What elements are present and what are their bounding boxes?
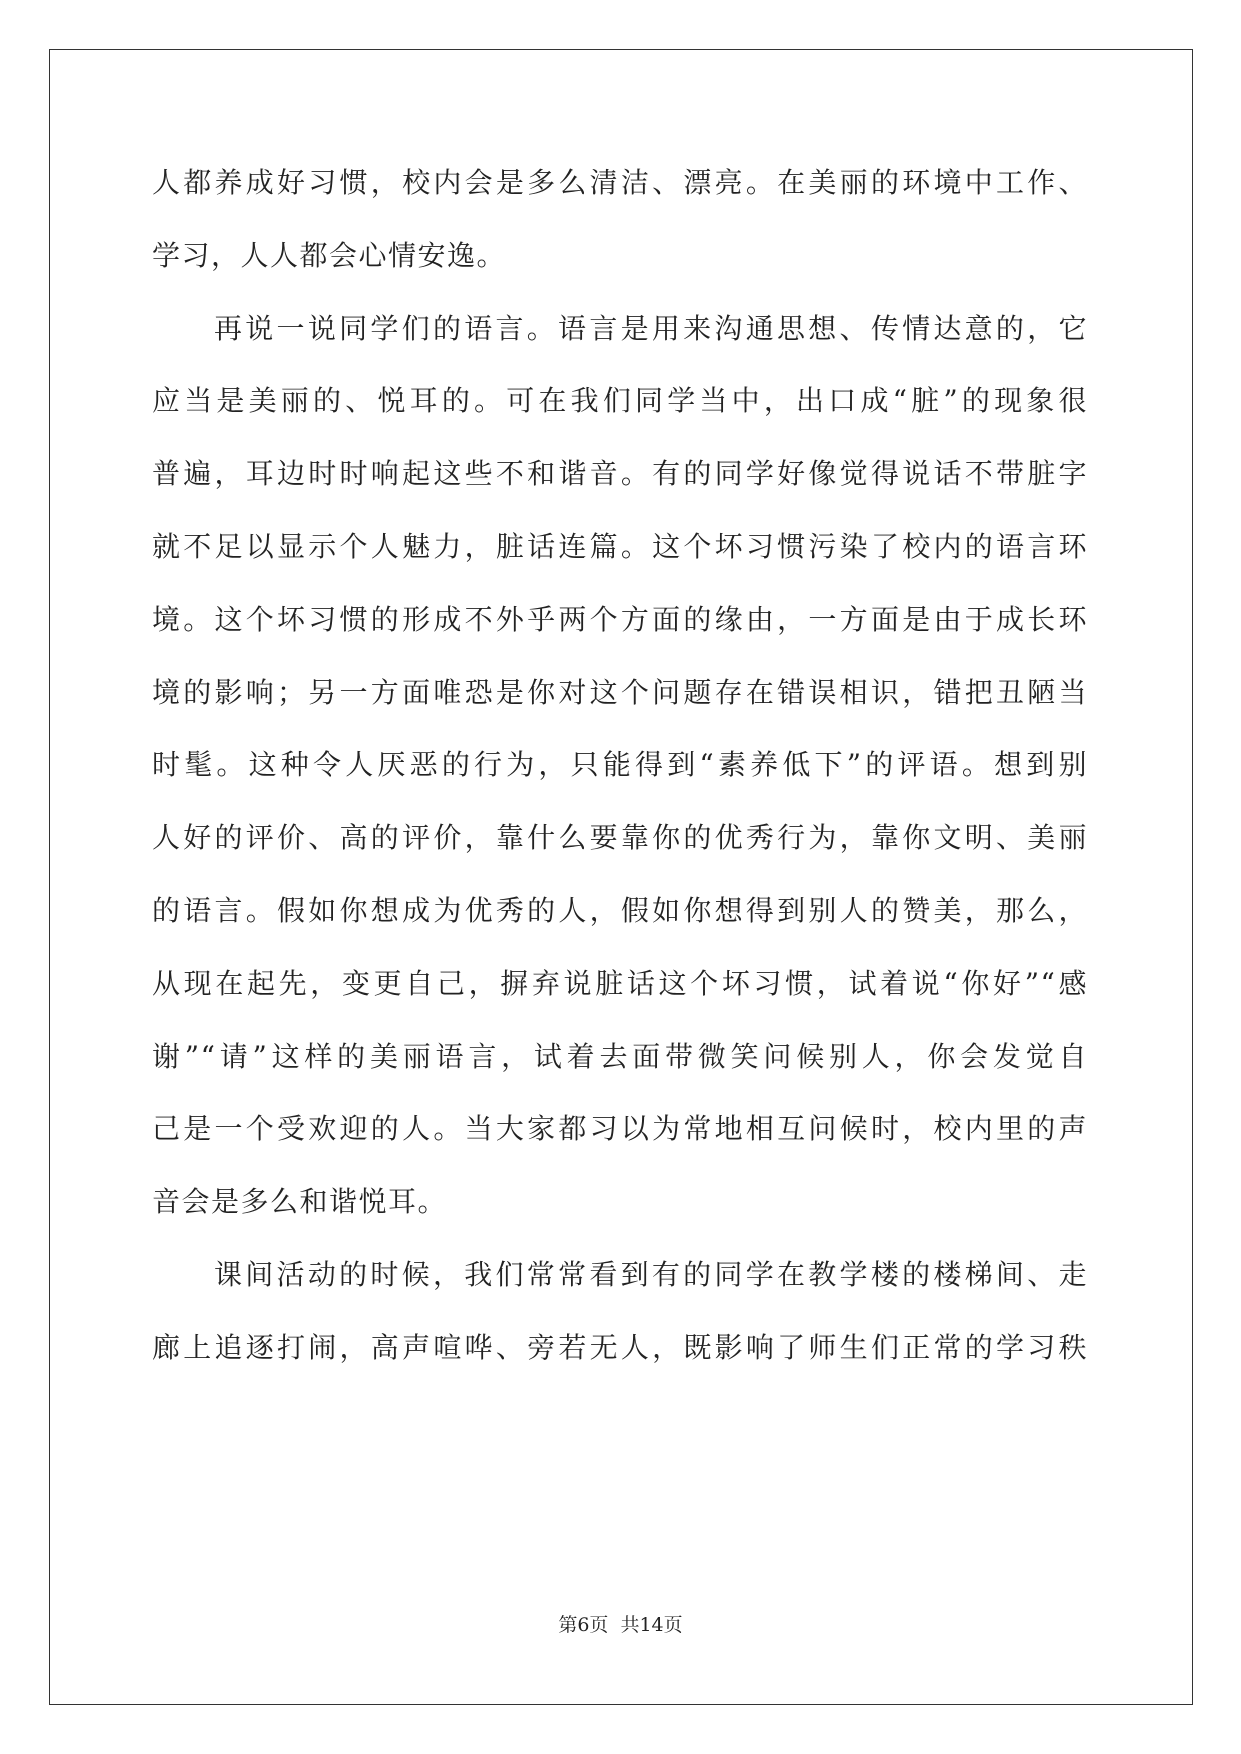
text-line: 廊上追逐打闹，高声喧哗、旁若无人，既影响了师生们正常的学习秩 bbox=[152, 1330, 1088, 1364]
page-number: 第6页 bbox=[558, 1614, 609, 1636]
page-total: 共14页 bbox=[620, 1614, 683, 1636]
text-line: 谢”“请”这样的美丽语言，试着去面带微笑问候别人，你会发觉自 bbox=[152, 1039, 1088, 1073]
text-line: 己是一个受欢迎的人。当大家都习以为常地相互问候时，校内里的声 bbox=[152, 1112, 1088, 1146]
page-footer bbox=[0, 1610, 1241, 1637]
text-line: 应当是美丽的、悦耳的。可在我们同学当中，出口成“脏”的现象很 bbox=[152, 384, 1088, 418]
text-line: 时髦。这种令人厌恶的行为，只能得到“素养低下”的评语。想到别 bbox=[152, 748, 1088, 782]
text-line: 普遍，耳边时时响起这些不和谐音。有的同学好像觉得说话不带脏字 bbox=[152, 457, 1088, 491]
text-line: 人好的评价、高的评价，靠什么要靠你的优秀行为，靠你文明、美丽 bbox=[152, 821, 1088, 855]
text-line: 学习，人人都会心情安逸。 bbox=[152, 238, 507, 272]
text-line: 的语言。假如你想成为优秀的人，假如你想得到别人的赞美，那么， bbox=[152, 893, 1088, 927]
text-line: 音会是多么和谐悦耳。 bbox=[152, 1185, 448, 1219]
text-line: 境。这个坏习惯的形成不外乎两个方面的缘由，一方面是由于成长环 bbox=[152, 602, 1088, 636]
text-line: 从现在起先，变更自己，摒弃说脏话这个坏习惯，试着说“你好”“感 bbox=[152, 966, 1088, 1000]
body-text bbox=[152, 147, 1088, 1385]
paragraph-first-line: 再说一说同学们的语言。语言是用来沟通思想、传情达意的，它 bbox=[214, 311, 1088, 345]
text-line: 就不足以显示个人魅力，脏话连篇。这个坏习惯污染了校内的语言环 bbox=[152, 529, 1088, 563]
paragraph-first-line: 课间活动的时候，我们常常看到有的同学在教学楼的楼梯间、走 bbox=[214, 1257, 1088, 1291]
text-line: 人都养成好习惯，校内会是多么清洁、漂亮。在美丽的环境中工作、 bbox=[152, 166, 1088, 199]
text-line: 境的影响；另一方面唯恐是你对这个问题存在错误相识，错把丑陋当 bbox=[152, 675, 1088, 709]
